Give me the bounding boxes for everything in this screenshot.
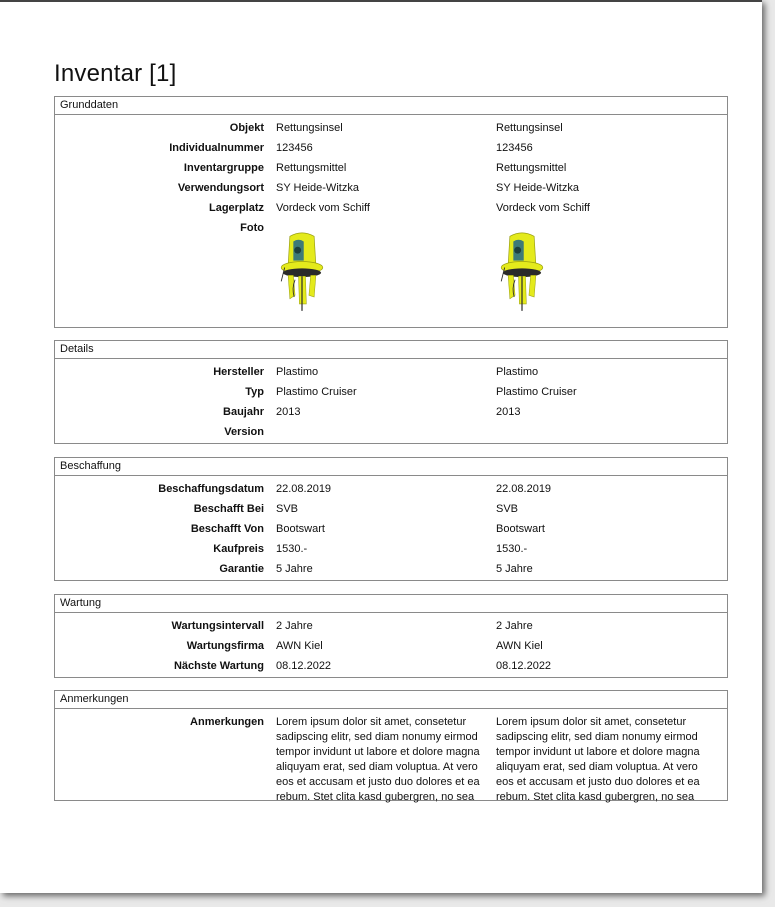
row-kaufpreis xyxy=(55,540,727,560)
field-value: Bootswart xyxy=(276,523,325,535)
row-lagerplatz xyxy=(55,199,727,219)
section-details xyxy=(54,340,728,444)
field-value xyxy=(276,423,496,425)
field-value: 08.12.2022 xyxy=(496,660,552,672)
field-label: Version xyxy=(224,426,264,438)
field-value: 123456 xyxy=(496,142,533,154)
field-value: 2013 xyxy=(496,406,521,418)
field-label: Beschafft Bei xyxy=(193,503,264,515)
field-value: Rettungsinsel xyxy=(276,122,343,134)
field-label: Beschafft Von xyxy=(190,523,264,535)
section-heading: Anmerkungen xyxy=(55,691,727,709)
field-value: 1530.- xyxy=(276,543,308,555)
field-label: Anmerkungen xyxy=(190,716,264,728)
section-beschaffung xyxy=(54,457,728,581)
field-value: 08.12.2022 xyxy=(276,660,332,672)
field-value: Bootswart xyxy=(496,523,545,535)
row-version xyxy=(55,423,727,443)
row-beschafft-bei xyxy=(55,500,727,520)
field-value: SVB xyxy=(276,503,299,515)
field-label: Verwendungsort xyxy=(177,182,264,194)
field-label: Inventargruppe xyxy=(183,162,264,174)
field-value: 22.08.2019 xyxy=(496,483,552,495)
field-value: 2 Jahre xyxy=(496,620,533,632)
field-value: Vordeck vom Schiff xyxy=(496,202,590,214)
field-value: SY Heide-Witzka xyxy=(276,182,359,194)
field-label: Beschaffungsdatum xyxy=(158,483,264,495)
field-label: Garantie xyxy=(219,563,264,575)
row-garantie xyxy=(55,560,727,580)
section-wartung xyxy=(54,594,728,678)
row-wartungsfirma xyxy=(55,637,727,657)
field-label: Nächste Wartung xyxy=(173,660,264,672)
field-value: Plastimo xyxy=(496,366,539,378)
field-label: Wartungsfirma xyxy=(186,640,264,652)
section-grunddaten xyxy=(54,96,728,328)
field-value: 1530.- xyxy=(496,543,528,555)
field-value: 2 Jahre xyxy=(276,620,313,632)
row-beschaffungsdatum xyxy=(55,480,727,500)
field-value: 5 Jahre xyxy=(276,563,313,575)
field-value: 5 Jahre xyxy=(496,563,533,575)
field-label: Hersteller xyxy=(213,366,264,378)
photo-cell xyxy=(496,219,716,319)
field-value: Plastimo Cruiser xyxy=(496,386,577,398)
field-value: Rettungsmittel xyxy=(496,162,567,174)
section-heading: Grunddaten xyxy=(55,97,727,115)
row-verwendungsort xyxy=(55,179,727,199)
row-wartungsintervall xyxy=(55,617,727,637)
field-label: Objekt xyxy=(229,122,264,134)
row-baujahr xyxy=(55,403,727,423)
row-beschafft-von xyxy=(55,520,727,540)
field-value: Rettungsmittel xyxy=(276,162,347,174)
section-heading: Wartung xyxy=(55,595,727,613)
field-value: Plastimo Cruiser xyxy=(276,386,357,398)
field-label: Kaufpreis xyxy=(213,543,264,555)
life-raft-photo xyxy=(496,223,548,319)
row-typ xyxy=(55,383,727,403)
notes-text: Lorem ipsum dolor sit amet, consetetur sadipscing elitr, sed diam nonumy eirmod tempor invidunt ut labore et dolore magna aliquyam erat, sed diam voluptua. At vero eos et accusam et justo duo dolores et ea rebum. Stet clita kasd gubergren, no sea xyxy=(276,716,480,803)
field-value: SVB xyxy=(496,503,519,515)
section-heading: Details xyxy=(55,341,727,359)
life-raft-photo xyxy=(276,223,328,319)
row-anmerkungen xyxy=(55,713,727,803)
section-heading: Beschaffung xyxy=(55,458,727,476)
row-naechste-wartung xyxy=(55,657,727,677)
section-anmerkungen xyxy=(54,690,728,801)
row-objekt xyxy=(55,119,727,139)
field-value: SY Heide-Witzka xyxy=(496,182,579,194)
field-value: Plastimo xyxy=(276,366,319,378)
notes-text: Lorem ipsum dolor sit amet, consetetur sadipscing elitr, sed diam nonumy eirmod tempor invidunt ut labore et dolore magna aliquyam erat, sed diam voluptua. At vero eos et accusam et justo duo dolores et ea rebum. Stet clita kasd gubergren, no sea xyxy=(496,716,700,803)
row-foto xyxy=(55,219,727,319)
field-label: Individualnummer xyxy=(169,142,264,154)
row-individualnummer xyxy=(55,139,727,159)
row-inventargruppe xyxy=(55,159,727,179)
field-label: Lagerplatz xyxy=(208,202,264,214)
field-value: Vordeck vom Schiff xyxy=(276,202,370,214)
field-value: 123456 xyxy=(276,142,313,154)
page-title: Inventar [1] xyxy=(54,60,177,87)
field-label: Baujahr xyxy=(223,406,264,418)
photo-cell xyxy=(276,219,496,319)
field-label: Wartungsintervall xyxy=(171,620,264,632)
field-value: 2013 xyxy=(276,406,301,418)
field-value: 22.08.2019 xyxy=(276,483,332,495)
field-label: Typ xyxy=(245,386,264,398)
field-value: Rettungsinsel xyxy=(496,122,563,134)
row-hersteller xyxy=(55,363,727,383)
field-label: Foto xyxy=(240,222,264,234)
field-value xyxy=(496,423,716,425)
field-value: AWN Kiel xyxy=(276,640,323,652)
field-value: AWN Kiel xyxy=(496,640,543,652)
